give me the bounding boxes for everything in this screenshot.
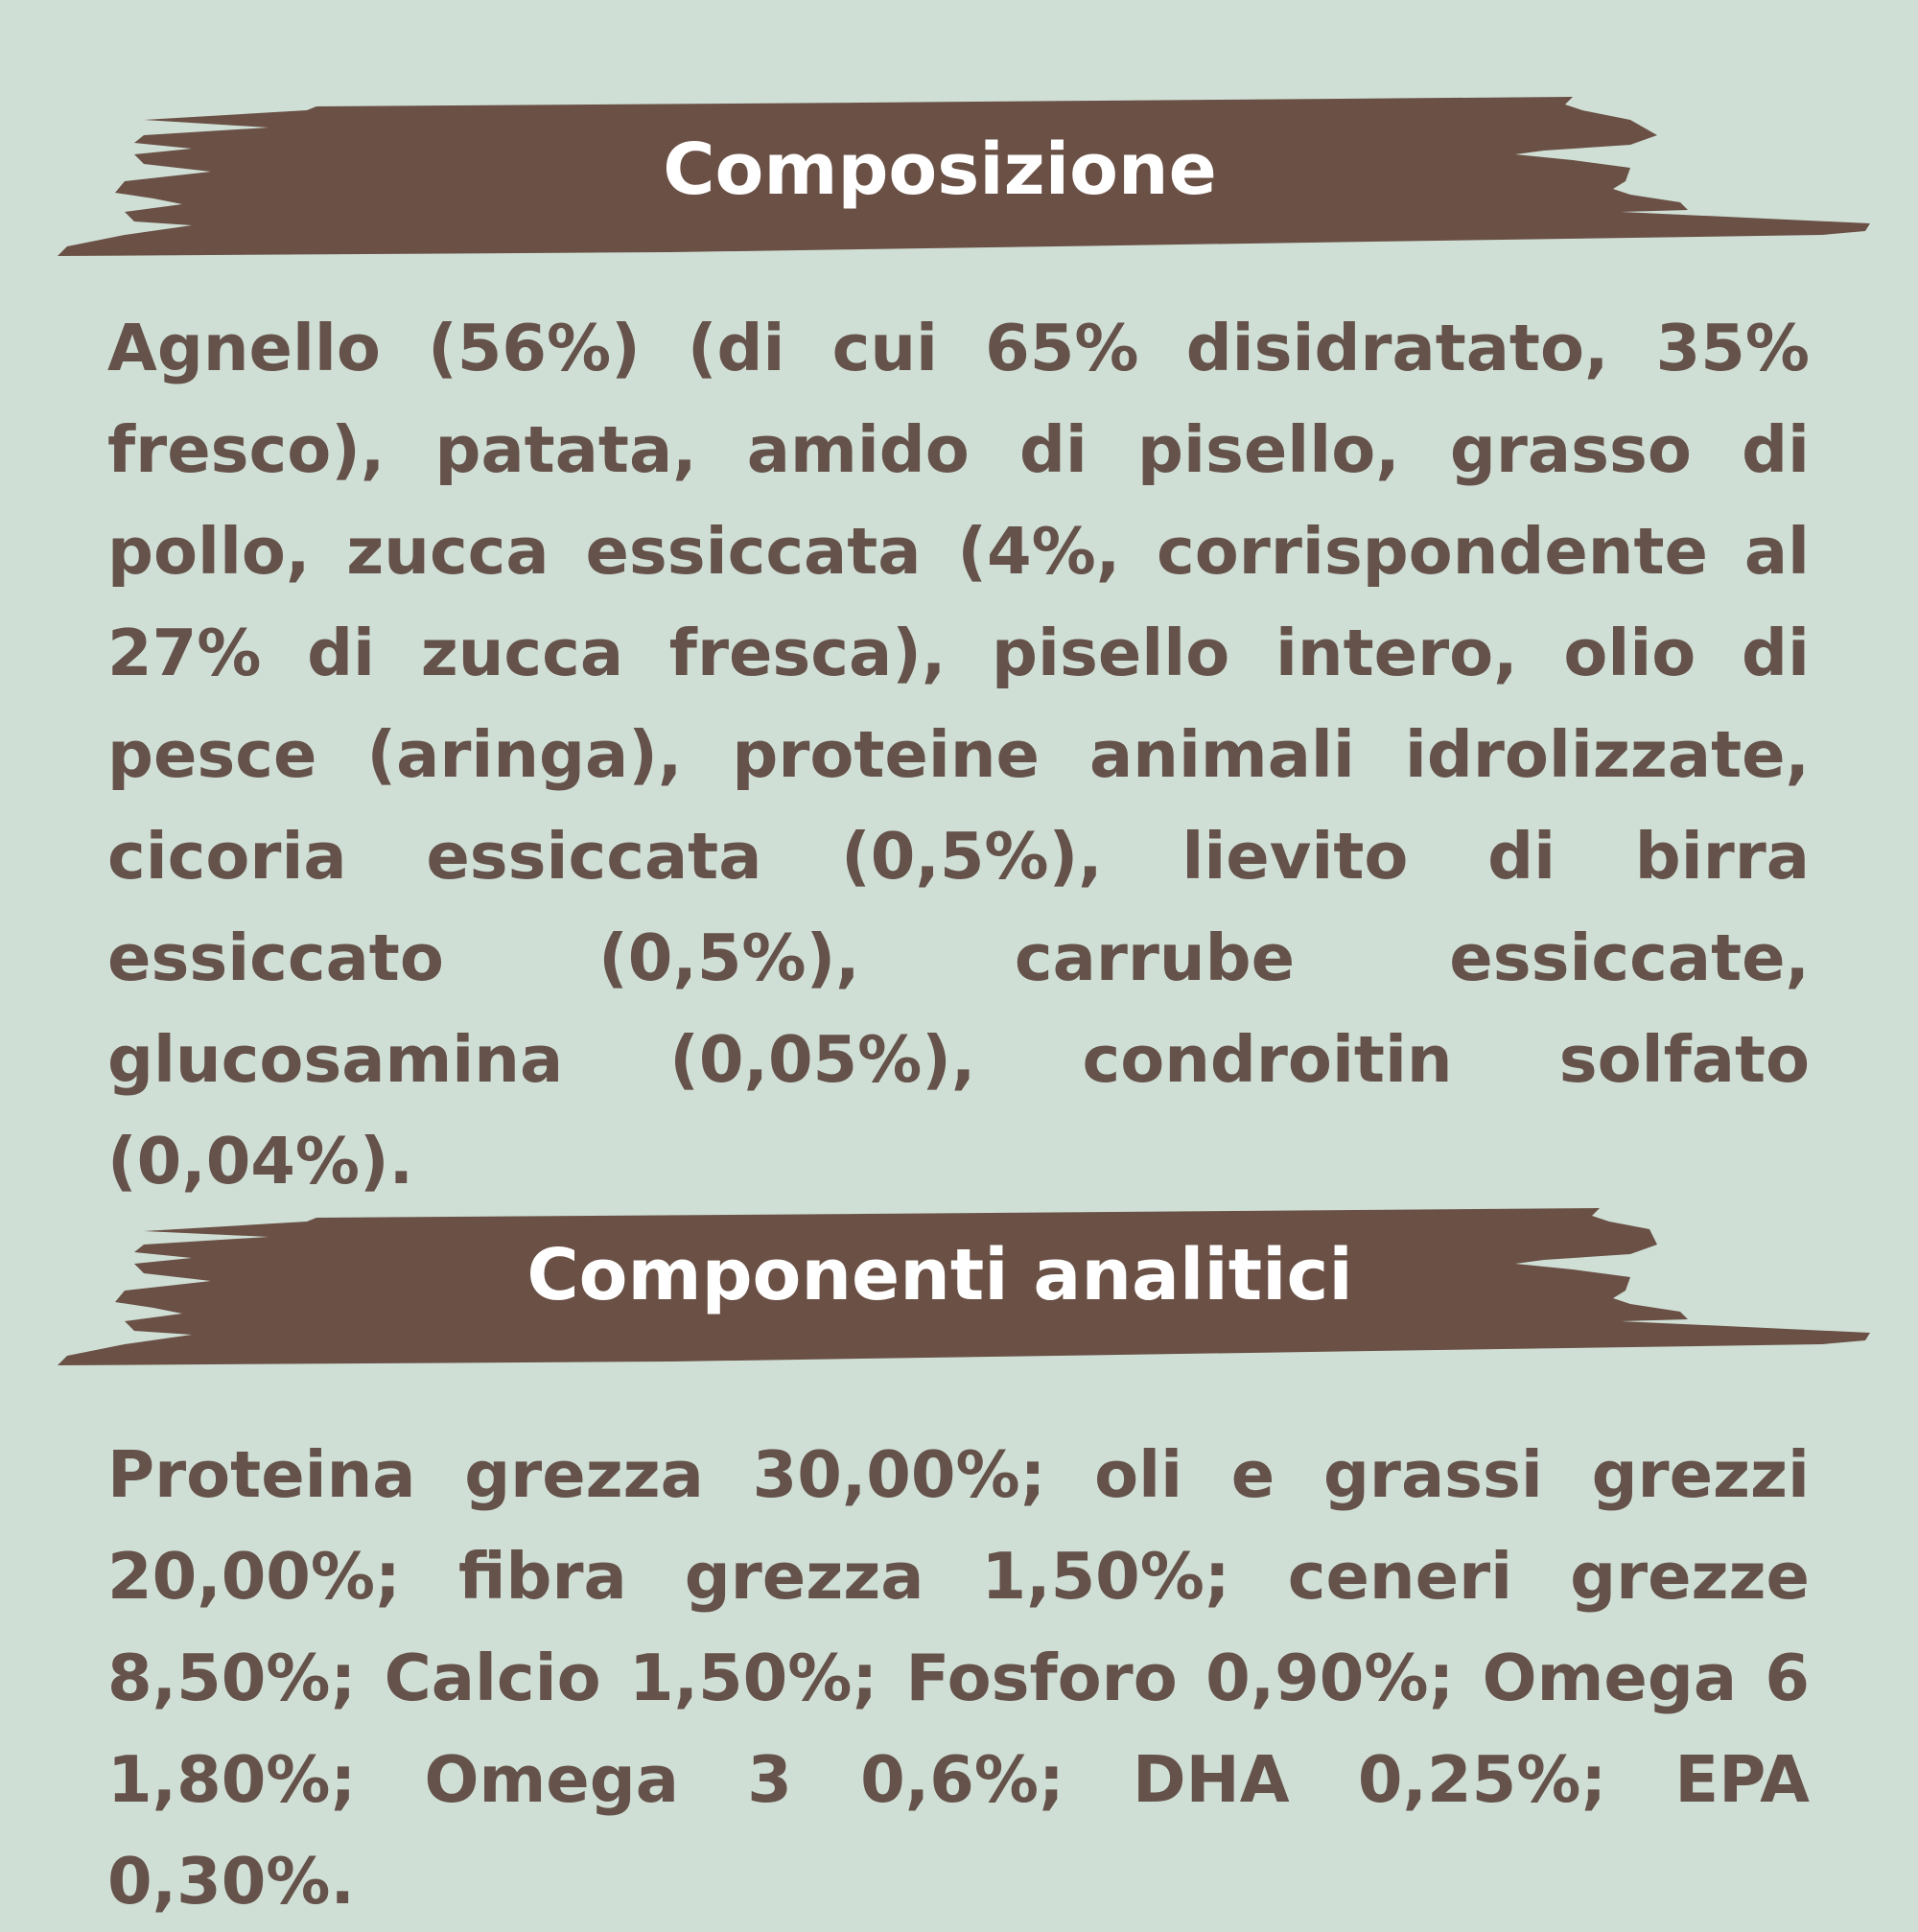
analytics-banner [0,1189,1918,1371]
composition-banner [0,81,1918,264]
composition-text: Agnello (56%) (di cui 65% disidratato, 35% fresco), patata, amido di pisello, grasso di pollo, zucca essiccata (4%, corrispondente al 27% di zucca fresca), pisello intero, olio di pesce (aringa), proteine animali idrolizzate, cicoria essiccata (0,5%), lievito di birra essiccato (0,5%), carrube essiccate, glucosamina (0,05%), condroitin solfato (0,04%). [107,311,1810,1199]
analytics-text: Proteina grezza 30,00%; oli e grassi grezzi 20,00%; fibra grezza 1,50%; ceneri grezze 8,50%; Calcio 1,50%; Fosforo 0,90%; Omega 6 1,80%; Omega 3 0,6%; DHA 0,25%; EPA 0,30%. [107,1437,1810,1919]
analytics-title: Componenti analitici [526,1234,1353,1316]
composition-title: Composizione [663,128,1217,211]
